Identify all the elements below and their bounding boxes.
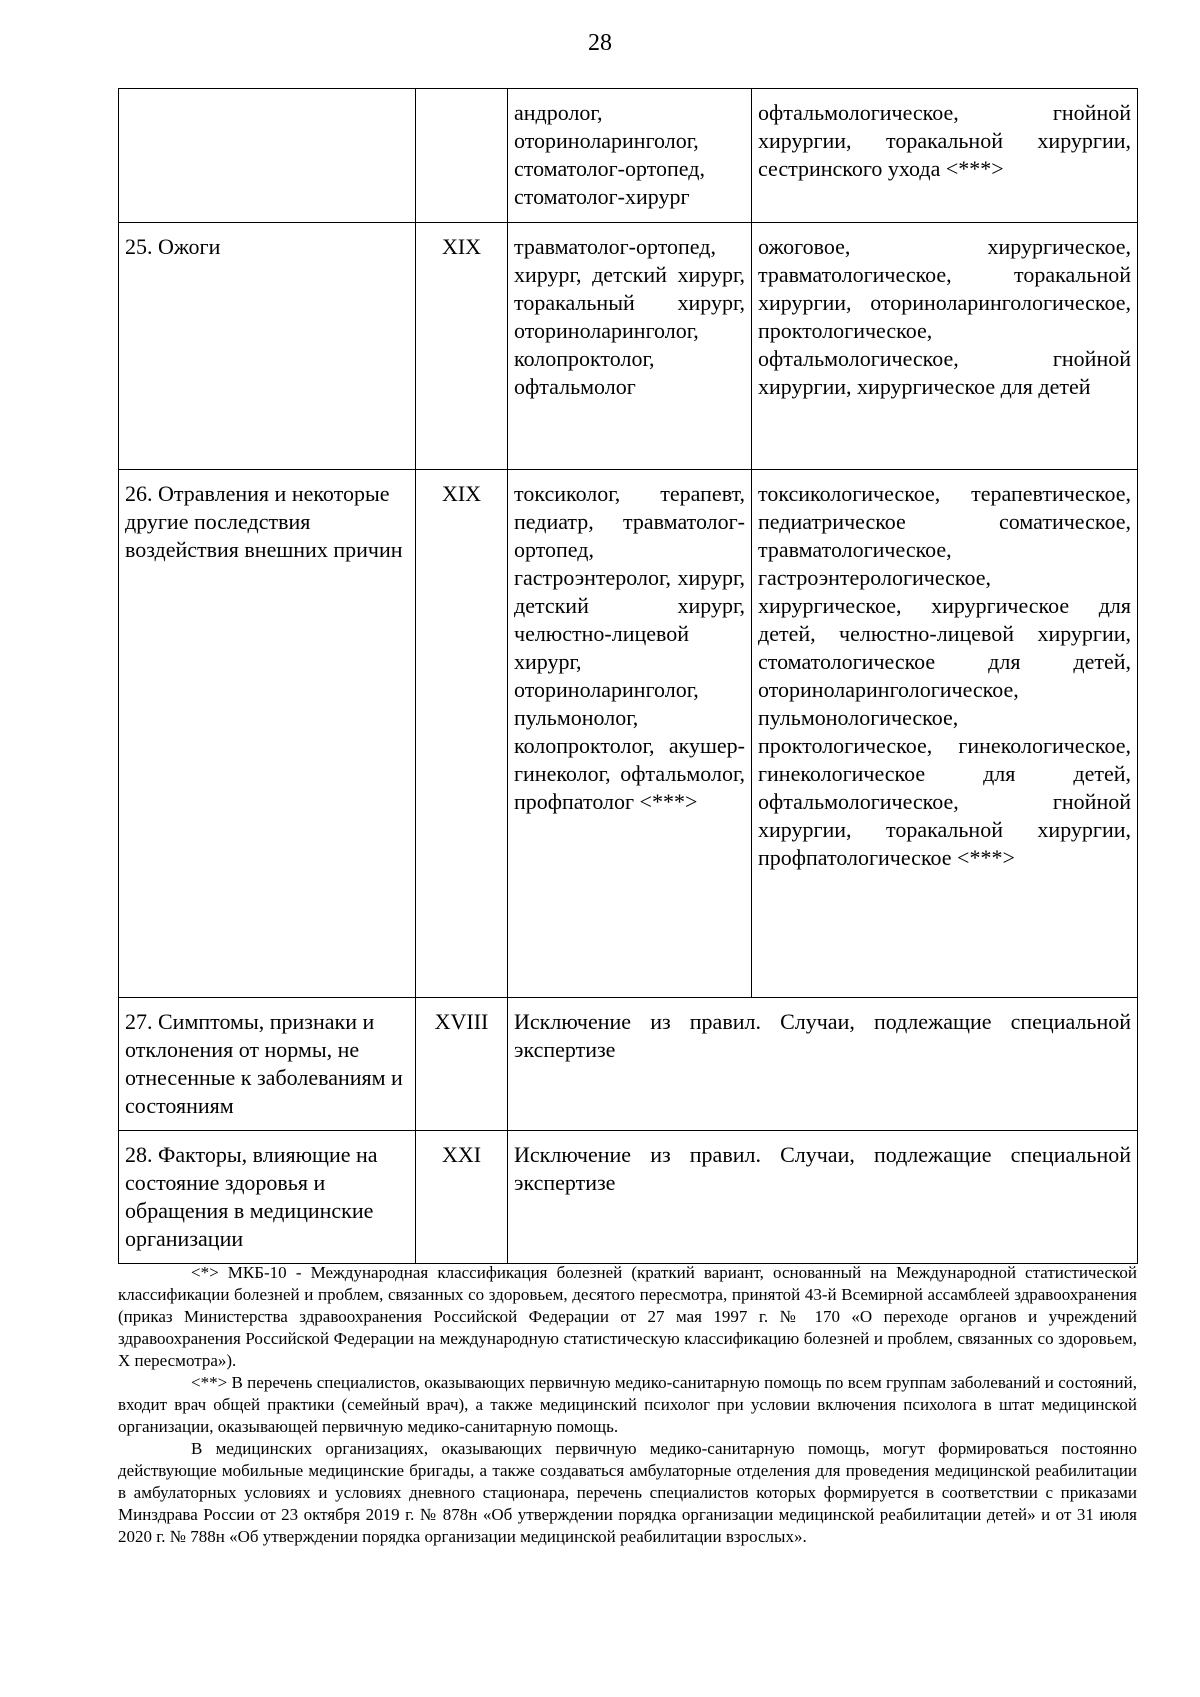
footnote-specialists: <**> В перечень специалистов, оказывающих первичную медико-санитарную помощь по всем группам заболеваний и состояний, входит врач общей практики (семейный врач), а также медицинский психолог при условии включения психолога в штат медицинской организации, оказывающей первичную медико-санитарную помощь. xyxy=(118,1373,1137,1436)
exception-note-cell: Исключение из правил. Случаи, подлежащие специальной экспертизе xyxy=(508,1131,1138,1264)
disease-cell: 25. Ожоги xyxy=(119,223,416,470)
specialists-cell: травматолог-ортопед, хирург, детский хирург, торакальный хирург, оториноларинголог, колопроктолог, офтальмолог xyxy=(508,223,752,470)
icd-class-cell: XVIII xyxy=(416,998,508,1131)
departments-cell: офтальмологическое, гнойной хирургии, торакальной хирургии, сестринского ухода <***> xyxy=(752,89,1138,223)
table-row xyxy=(119,1131,1138,1264)
icd-class-cell xyxy=(416,89,508,223)
table-row xyxy=(119,223,1138,470)
icd-class-cell: XIX xyxy=(416,470,508,998)
exception-note-cell: Исключение из правил. Случаи, подлежащие специальной экспертизе xyxy=(508,998,1138,1131)
icd-class-cell: XIX xyxy=(416,223,508,470)
table-row xyxy=(119,998,1138,1131)
departments-cell: токсикологическое, терапевтическое, педиатрическое соматическое, травматологическое, гастроэнтерологическое, хирургическое, хирургическое для детей, челюстно-лицевой хирургии, стоматологическое для детей, оториноларингологическое, пульмонологическое, проктологическое, гинекологическое, гинекологическое для детей, офтальмологическое, гнойной хирургии, торакальной хирургии, профпатологическое <***> xyxy=(752,470,1138,998)
disease-table xyxy=(118,88,1138,1264)
departments-cell: ожоговое, хирургическое, травматологическое, торакальной хирургии, оториноларингологическое, проктологическое, офтальмологическое, гнойной хирургии, хирургическое для детей xyxy=(752,223,1138,470)
footnote-rehabilitation: В медицинских организациях, оказывающих первичную медико-санитарную помощь, могут формироваться постоянно действующие мобильные медицинские бригады, а также создаваться амбулаторные отделения для проведения медицинской реабилитации в амбулаторных условиях и условиях дневного стационара, перечень специалистов которых формируется в соответствии с приказами Минздрава России от 23 октября 2019 г. № 878н «Об утверждении порядка организации медицинской реабилитации детей» и от 31 июля 2020 г. № 788н «Об утверждении порядка организации медицинской реабилитации взрослых». xyxy=(118,1439,1137,1546)
page-number: 28 xyxy=(588,30,612,56)
footnotes xyxy=(118,1262,1137,1548)
disease-cell xyxy=(119,89,416,223)
icd-class-cell: XXI xyxy=(416,1131,508,1264)
footnote-icd: <*> МКБ-10 - Международная классификация болезней (краткий вариант, основанный на Международной статистической классификации болезней и проблем, связанных со здоровьем, десятого пересмотра, принятой 43-й Всемирной ассамблеей здравоохранения (приказ Министерства здравоохранения Российской Федерации от 27 мая 1997 г. № 170 «О переходе органов и учреждений здравоохранения Российской Федерации на международную статистическую классификацию болезней и проблем, связанных со здоровьем, X пересмотра»). xyxy=(118,1263,1137,1370)
disease-cell: 27. Симптомы, признаки и отклонения от нормы, не отнесенные к заболеваниям и состояниям xyxy=(119,998,416,1131)
specialists-cell: андролог, оториноларинголог, стоматолог-ортопед, стоматолог-хирург xyxy=(508,89,752,223)
disease-cell: 26. Отравления и некоторые другие последствия воздействия внешних причин xyxy=(119,470,416,998)
disease-cell: 28. Факторы, влияющие на состояние здоровья и обращения в медицинские организации xyxy=(119,1131,416,1264)
table-row xyxy=(119,470,1138,998)
specialists-cell: токсиколог, терапевт, педиатр, травматолог-ортопед, гастроэнтеролог, хирург, детский хирург, челюстно-лицевой хирург, оториноларинголог, пульмонолог, колопроктолог, акушер-гинеколог, офтальмолог, профпатолог <***> xyxy=(508,470,752,998)
table-row xyxy=(119,89,1138,223)
